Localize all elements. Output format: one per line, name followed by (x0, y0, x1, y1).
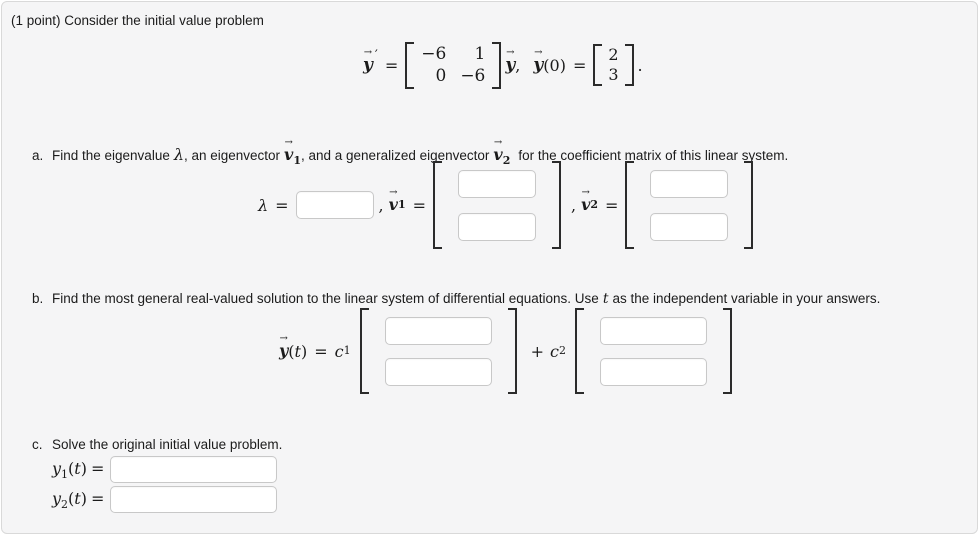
matrix-entry-21: 0 (435, 65, 447, 86)
plus-sign: + (530, 341, 545, 361)
bracket-left-icon (405, 42, 414, 89)
v2-entry-1-input[interactable] (650, 170, 728, 198)
v1-vector: → v (284, 137, 294, 164)
comma: , (571, 195, 577, 215)
vector-arrow-icon: → (389, 187, 398, 198)
paren-open: ( (68, 489, 75, 508)
b-vec1-entry-2-input[interactable] (385, 358, 492, 386)
matrix-entry-12: 1 (474, 43, 486, 64)
c1-answer-vector (360, 308, 517, 394)
b-vec2-entry-2-input[interactable] (600, 358, 707, 386)
period: . (637, 55, 643, 75)
v1-answer-vector (433, 161, 561, 249)
vector-arrow-icon: → (284, 137, 293, 148)
y2-input[interactable] (110, 486, 277, 513)
part-a-text: Find the eigenvalue λ, an eigenvector → $v_1$, and a generalized eigenvector → $v_2$ for the coefficient matrix of this linear system. (52, 137, 789, 167)
y2-subscript: 2 (61, 498, 69, 511)
part-a-label: a. (32, 148, 44, 163)
v2-vector: → v (493, 137, 503, 164)
equals-sign: = (314, 341, 328, 361)
y-vector (533, 46, 544, 75)
v2-vector: → v (581, 187, 591, 214)
vector-arrow-icon: → (534, 46, 543, 58)
part-c-label: c. (32, 437, 43, 452)
vector-arrow-icon: → (581, 187, 590, 198)
paren-open: ( (543, 55, 550, 75)
bracket-left-icon (593, 44, 602, 86)
v1-entry-1-input[interactable] (458, 170, 536, 198)
paren-close: ) (80, 489, 87, 508)
paren-open: ( (68, 459, 75, 478)
prime-mark: ′ (374, 47, 378, 63)
ivp-equation (363, 35, 643, 95)
ic-entry-2: 3 (608, 65, 619, 84)
comma: , (515, 55, 521, 75)
equals-sign: = (412, 195, 426, 215)
y-vector (363, 46, 373, 75)
c2-symbol: c (550, 341, 559, 361)
equals-sign: = (572, 55, 587, 75)
part-c-statement (32, 437, 532, 454)
equals-sign: = (384, 55, 399, 75)
y-letter: y (505, 54, 516, 75)
y1-label: $y_1(t)$ = (52, 459, 105, 481)
part-b-label: b. (32, 291, 44, 306)
v2-answer-vector (625, 161, 753, 249)
bracket-right-icon (625, 44, 634, 86)
problem-card (1, 1, 978, 534)
y1-subscript: 1 (61, 468, 69, 481)
paren-close: ) (559, 55, 566, 75)
vector-arrow-icon: → (506, 46, 515, 58)
y-vector (505, 46, 516, 75)
equals-sign: = (605, 195, 619, 215)
initial-time: 0 (549, 55, 560, 75)
part-b-text: Find the most general real-valued solution to the linear system of differential equations. Use t as the independent variable in your answers. (52, 291, 881, 307)
paren-close: ) (80, 459, 87, 478)
equals-sign: = (90, 459, 105, 478)
b-vec2-entry-1-input[interactable] (600, 317, 707, 345)
lambda-input[interactable] (296, 191, 374, 219)
bracket-left-icon (575, 308, 584, 394)
t-variable: t (294, 341, 301, 361)
bracket-right-icon (508, 308, 517, 394)
y1-answer-row (52, 454, 277, 484)
initial-condition-vector (593, 44, 633, 86)
points-header: (1 point) Consider the initial value problem (11, 13, 264, 28)
t-variable: t (602, 291, 609, 307)
bracket-left-icon (433, 161, 442, 249)
vector-arrow-icon: → (493, 137, 503, 148)
part-b-answer-row: → y ( t ) = c 1 + c 2 (279, 308, 732, 394)
y1-input[interactable] (110, 456, 277, 483)
v2-entry-2-input[interactable] (650, 213, 728, 241)
y2-answer-row (52, 484, 277, 514)
part-c-text: Solve the original initial value problem. (52, 437, 283, 452)
y-vector: → y (279, 333, 289, 360)
v1-entry-2-input[interactable] (458, 213, 536, 241)
b-vec1-entry-1-input[interactable] (385, 317, 492, 345)
matrix-entry-11: −6 (421, 43, 447, 64)
y-letter: y (363, 54, 373, 75)
bracket-right-icon (723, 308, 732, 394)
equals-sign: = (90, 489, 105, 508)
c2-answer-vector (575, 308, 732, 394)
equals-sign: = (275, 195, 289, 215)
bracket-right-icon (552, 161, 561, 249)
t-variable: t (74, 459, 81, 478)
ic-entry-1: 2 (608, 45, 619, 64)
part-a-answer-row: λ = , → v 1 = , → v 2 = (258, 161, 753, 249)
coefficient-matrix (405, 42, 501, 89)
bracket-left-icon (625, 161, 634, 249)
bracket-left-icon (360, 308, 369, 394)
lambda-symbol: λ (173, 145, 184, 164)
y-letter: y (533, 54, 544, 75)
bracket-right-icon (492, 42, 501, 89)
lambda-symbol: λ (258, 195, 269, 215)
v2-subscript: 2 (502, 154, 511, 167)
paren-close: ) (300, 341, 308, 361)
part-b-statement (32, 291, 972, 309)
vector-arrow-icon: → (279, 333, 288, 344)
bracket-right-icon (744, 161, 753, 249)
v1-subscript: 1 (293, 154, 301, 167)
comma: , (378, 195, 384, 215)
matrix-entry-22: −6 (460, 65, 486, 86)
t-variable: t (74, 489, 81, 508)
y2-label: $y_2(t)$ = (52, 489, 105, 511)
vector-arrow-icon: → (363, 46, 373, 58)
v1-vector: → v (388, 187, 398, 214)
c1-symbol: c (334, 341, 344, 361)
paren-open: ( (288, 341, 295, 361)
